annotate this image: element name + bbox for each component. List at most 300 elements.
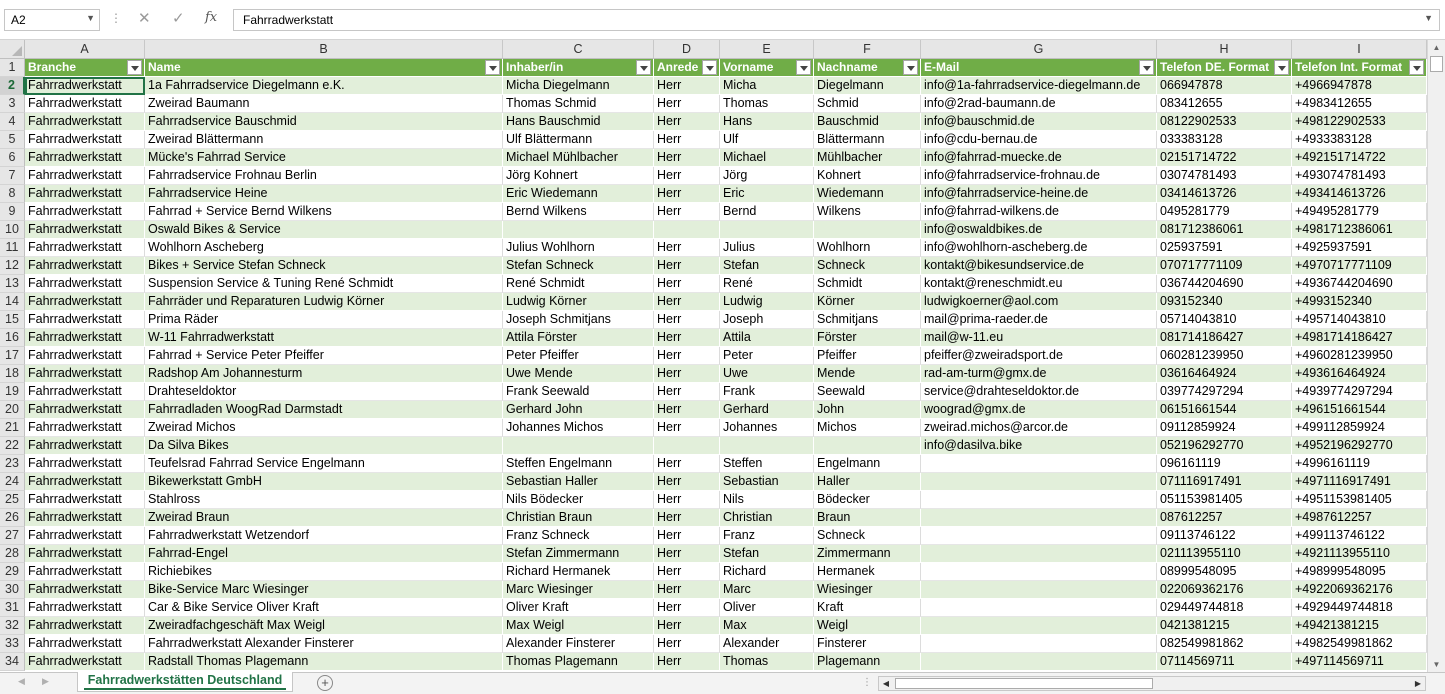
cell-inhaber[interactable]: Frank Seewald <box>503 383 654 401</box>
row-number[interactable]: 3 <box>0 95 25 113</box>
cell-name[interactable]: 1a Fahrradservice Diegelmann e.K. <box>145 77 503 95</box>
cell-telefon-de[interactable]: 039774297294 <box>1157 383 1292 401</box>
cell-email[interactable]: zweirad.michos@arcor.de <box>921 419 1157 437</box>
cell-nachname[interactable] <box>814 437 921 455</box>
scroll-up-icon[interactable]: ▲ <box>1432 43 1441 52</box>
cell-telefon-de[interactable]: 081714186427 <box>1157 329 1292 347</box>
name-box-dropdown-icon[interactable]: ▼ <box>86 13 95 23</box>
cell-vorname[interactable]: Franz <box>720 527 814 545</box>
row-number[interactable]: 19 <box>0 383 25 401</box>
cell-nachname[interactable]: Schmidt <box>814 275 921 293</box>
cell-email[interactable]: info@2rad-baumann.de <box>921 95 1157 113</box>
cell-anrede[interactable]: Herr <box>654 275 720 293</box>
filter-dropdown-icon[interactable] <box>1274 60 1289 75</box>
cell-branche[interactable]: Fahrradwerkstatt <box>25 221 145 239</box>
cell-branche[interactable]: Fahrradwerkstatt <box>25 257 145 275</box>
filter-dropdown-icon[interactable] <box>127 60 142 75</box>
filter-dropdown-icon[interactable] <box>1139 60 1154 75</box>
row-number[interactable]: 6 <box>0 149 25 167</box>
column-header-d[interactable]: D <box>654 40 720 59</box>
cell-vorname[interactable]: Gerhard <box>720 401 814 419</box>
cell-anrede[interactable] <box>654 437 720 455</box>
cell-branche[interactable]: Fahrradwerkstatt <box>25 527 145 545</box>
cell-name[interactable]: Zweirad Baumann <box>145 95 503 113</box>
cell-nachname[interactable]: Kraft <box>814 599 921 617</box>
header-cell-inhaber[interactable] <box>503 59 654 77</box>
cell-telefon-int[interactable]: +4933383128 <box>1292 131 1427 149</box>
cell-vorname[interactable]: Uwe <box>720 365 814 383</box>
cell-branche[interactable]: Fahrradwerkstatt <box>25 509 145 527</box>
cell-telefon-de[interactable]: 0495281779 <box>1157 203 1292 221</box>
cell-inhaber[interactable]: Marc Wiesinger <box>503 581 654 599</box>
cell-nachname[interactable] <box>814 221 921 239</box>
cell-telefon-int[interactable]: +495714043810 <box>1292 311 1427 329</box>
cell-inhaber[interactable]: Stefan Schneck <box>503 257 654 275</box>
filter-dropdown-icon[interactable] <box>485 60 500 75</box>
cell-nachname[interactable]: Michos <box>814 419 921 437</box>
cell-name[interactable]: Fahrradwerkstatt Alexander Finsterer <box>145 635 503 653</box>
cell-anrede[interactable]: Herr <box>654 383 720 401</box>
cell-inhaber[interactable]: Max Weigl <box>503 617 654 635</box>
header-cell-email[interactable] <box>921 59 1157 77</box>
cell-vorname[interactable]: Nils <box>720 491 814 509</box>
row-number[interactable]: 18 <box>0 365 25 383</box>
cell-name[interactable]: Zweiradfachgeschäft Max Weigl <box>145 617 503 635</box>
cell-telefon-int[interactable]: +4981714186427 <box>1292 329 1427 347</box>
cell-branche[interactable]: Fahrradwerkstatt <box>25 455 145 473</box>
cell-telefon-de[interactable]: 03616464924 <box>1157 365 1292 383</box>
check-icon[interactable]: ✓ <box>172 10 185 27</box>
cell-telefon-int[interactable]: +4936744204690 <box>1292 275 1427 293</box>
cell-email[interactable]: info@oswaldbikes.de <box>921 221 1157 239</box>
cell-name[interactable]: Fahrrad + Service Peter Pfeiffer <box>145 347 503 365</box>
cell-email[interactable]: mail@prima-raeder.de <box>921 311 1157 329</box>
cell-telefon-de[interactable]: 03414613726 <box>1157 185 1292 203</box>
cell-branche[interactable]: Fahrradwerkstatt <box>25 275 145 293</box>
cell-telefon-int[interactable]: +492151714722 <box>1292 149 1427 167</box>
header-cell-telefon-de[interactable] <box>1157 59 1292 77</box>
column-header-f[interactable]: F <box>814 40 921 59</box>
cell-branche[interactable]: Fahrradwerkstatt <box>25 239 145 257</box>
cell-telefon-de[interactable]: 082549981862 <box>1157 635 1292 653</box>
row-number[interactable]: 33 <box>0 635 25 653</box>
cell-branche[interactable]: Fahrradwerkstatt <box>25 473 145 491</box>
cell-email[interactable]: info@cdu-bernau.de <box>921 131 1157 149</box>
row-number[interactable]: 31 <box>0 599 25 617</box>
cell-nachname[interactable]: Schneck <box>814 257 921 275</box>
row-number[interactable]: 27 <box>0 527 25 545</box>
cell-email[interactable] <box>921 473 1157 491</box>
cell-telefon-int[interactable]: +4987612257 <box>1292 509 1427 527</box>
cell-anrede[interactable]: Herr <box>654 311 720 329</box>
cell-nachname[interactable]: Braun <box>814 509 921 527</box>
cell-vorname[interactable]: Joseph <box>720 311 814 329</box>
cell-vorname[interactable]: Eric <box>720 185 814 203</box>
cell-telefon-de[interactable]: 070717771109 <box>1157 257 1292 275</box>
cell-anrede[interactable]: Herr <box>654 239 720 257</box>
header-cell-telefon-int[interactable] <box>1292 59 1427 77</box>
column-header-i[interactable]: I <box>1292 40 1427 59</box>
cell-anrede[interactable]: Herr <box>654 563 720 581</box>
cell-telefon-de[interactable]: 06151661544 <box>1157 401 1292 419</box>
cell-vorname[interactable]: Alexander <box>720 635 814 653</box>
cell-vorname[interactable]: Michael <box>720 149 814 167</box>
header-cell-branche[interactable] <box>25 59 145 77</box>
cell-nachname[interactable]: Bauschmid <box>814 113 921 131</box>
cell-email[interactable]: woograd@gmx.de <box>921 401 1157 419</box>
cell-inhaber[interactable]: Thomas Plagemann <box>503 653 654 671</box>
cell-branche[interactable]: Fahrradwerkstatt <box>25 293 145 311</box>
cell-telefon-de[interactable]: 02151714722 <box>1157 149 1292 167</box>
cell-branche[interactable]: Fahrradwerkstatt <box>25 329 145 347</box>
cell-telefon-int[interactable]: +499112859924 <box>1292 419 1427 437</box>
plus-circle-icon[interactable]: + <box>317 675 333 691</box>
cell-vorname[interactable]: Steffen <box>720 455 814 473</box>
cell-email[interactable]: info@wohlhorn-ascheberg.de <box>921 239 1157 257</box>
insert-function-icon[interactable]: fx <box>205 10 218 25</box>
cell-email[interactable] <box>921 491 1157 509</box>
cell-nachname[interactable]: Finsterer <box>814 635 921 653</box>
cell-vorname[interactable]: Attila <box>720 329 814 347</box>
cell-telefon-int[interactable]: +4922069362176 <box>1292 581 1427 599</box>
cell-name[interactable]: Suspension Service & Tuning René Schmidt <box>145 275 503 293</box>
cell-branche[interactable]: Fahrradwerkstatt <box>25 95 145 113</box>
cell-telefon-int[interactable]: +493414613726 <box>1292 185 1427 203</box>
column-header-b[interactable]: B <box>145 40 503 59</box>
cell-telefon-int[interactable]: +4983412655 <box>1292 95 1427 113</box>
cell-nachname[interactable]: Wohlhorn <box>814 239 921 257</box>
cell-nachname[interactable]: Zimmermann <box>814 545 921 563</box>
cell-telefon-de[interactable]: 036744204690 <box>1157 275 1292 293</box>
cell-telefon-int[interactable]: +498999548095 <box>1292 563 1427 581</box>
cell-email[interactable]: info@fahrrad-muecke.de <box>921 149 1157 167</box>
cell-branche[interactable]: Fahrradwerkstatt <box>25 167 145 185</box>
cell-inhaber[interactable]: Joseph Schmitjans <box>503 311 654 329</box>
header-cell-name[interactable] <box>145 59 503 77</box>
cell-vorname[interactable]: Johannes <box>720 419 814 437</box>
header-cell-nachname[interactable] <box>814 59 921 77</box>
header-cell-anrede[interactable] <box>654 59 720 77</box>
cell-anrede[interactable]: Herr <box>654 473 720 491</box>
cell-inhaber[interactable]: Jörg Kohnert <box>503 167 654 185</box>
cell-name[interactable]: Drahteseldoktor <box>145 383 503 401</box>
cell-inhaber[interactable] <box>503 437 654 455</box>
filter-dropdown-icon[interactable] <box>1409 60 1424 75</box>
cell-inhaber[interactable]: Oliver Kraft <box>503 599 654 617</box>
cell-name[interactable]: Richiebikes <box>145 563 503 581</box>
cell-telefon-int[interactable]: +4921113955110 <box>1292 545 1427 563</box>
cell-inhaber[interactable]: Alexander Finsterer <box>503 635 654 653</box>
cell-anrede[interactable]: Herr <box>654 203 720 221</box>
row-number[interactable]: 9 <box>0 203 25 221</box>
cell-nachname[interactable]: Hermanek <box>814 563 921 581</box>
cell-branche[interactable]: Fahrradwerkstatt <box>25 131 145 149</box>
vertical-scroll-thumb[interactable] <box>1430 56 1443 72</box>
cell-anrede[interactable]: Herr <box>654 419 720 437</box>
cell-nachname[interactable]: Bödecker <box>814 491 921 509</box>
cell-inhaber[interactable]: Bernd Wilkens <box>503 203 654 221</box>
cell-branche[interactable]: Fahrradwerkstatt <box>25 653 145 671</box>
cell-inhaber[interactable] <box>503 221 654 239</box>
cell-inhaber[interactable]: Johannes Michos <box>503 419 654 437</box>
cell-telefon-de[interactable]: 060281239950 <box>1157 347 1292 365</box>
cell-telefon-de[interactable]: 087612257 <box>1157 509 1292 527</box>
cell-email[interactable]: info@fahrradservice-frohnau.de <box>921 167 1157 185</box>
cell-inhaber[interactable]: René Schmidt <box>503 275 654 293</box>
cell-anrede[interactable]: Herr <box>654 257 720 275</box>
cell-inhaber[interactable]: Gerhard John <box>503 401 654 419</box>
cell-email[interactable]: rad-am-turm@gmx.de <box>921 365 1157 383</box>
cell-telefon-de[interactable]: 093152340 <box>1157 293 1292 311</box>
cell-branche[interactable]: Fahrradwerkstatt <box>25 383 145 401</box>
cell-vorname[interactable]: Jörg <box>720 167 814 185</box>
column-header-a[interactable]: A <box>25 40 145 59</box>
cell-name[interactable]: Radstall Thomas Plagemann <box>145 653 503 671</box>
cell-inhaber[interactable]: Christian Braun <box>503 509 654 527</box>
cell-name[interactable]: Radshop Am Johannesturm <box>145 365 503 383</box>
cell-anrede[interactable]: Herr <box>654 167 720 185</box>
cell-inhaber[interactable]: Eric Wiedemann <box>503 185 654 203</box>
cell-anrede[interactable]: Herr <box>654 185 720 203</box>
cell-vorname[interactable]: Ulf <box>720 131 814 149</box>
cell-nachname[interactable]: Seewald <box>814 383 921 401</box>
cell-email[interactable]: kontakt@bikesundservice.de <box>921 257 1157 275</box>
cell-name[interactable]: Zweirad Blättermann <box>145 131 503 149</box>
cell-telefon-de[interactable]: 0421381215 <box>1157 617 1292 635</box>
cell-branche[interactable]: Fahrradwerkstatt <box>25 149 145 167</box>
cell-name[interactable]: Fahrradservice Bauschmid <box>145 113 503 131</box>
cell-telefon-de[interactable]: 081712386061 <box>1157 221 1292 239</box>
cell-anrede[interactable] <box>654 221 720 239</box>
cell-email[interactable]: service@drahteseldoktor.de <box>921 383 1157 401</box>
cell-telefon-de[interactable]: 052196292770 <box>1157 437 1292 455</box>
cell-telefon-de[interactable]: 029449744818 <box>1157 599 1292 617</box>
cell-telefon-int[interactable]: +499113746122 <box>1292 527 1427 545</box>
cell-branche[interactable]: Fahrradwerkstatt <box>25 545 145 563</box>
cell-branche[interactable]: Fahrradwerkstatt <box>25 599 145 617</box>
cell-telefon-int[interactable]: +4952196292770 <box>1292 437 1427 455</box>
column-header-g[interactable]: G <box>921 40 1157 59</box>
tab-split-grip-icon[interactable]: ⋮ <box>862 677 872 688</box>
cell-telefon-int[interactable]: +4929449744818 <box>1292 599 1427 617</box>
cell-vorname[interactable]: Sebastian <box>720 473 814 491</box>
row-number[interactable]: 17 <box>0 347 25 365</box>
cell-name[interactable]: Fahrrad-Engel <box>145 545 503 563</box>
cell-inhaber[interactable]: Stefan Zimmermann <box>503 545 654 563</box>
filter-dropdown-icon[interactable] <box>636 60 651 75</box>
cell-name[interactable]: Zweirad Braun <box>145 509 503 527</box>
cell-telefon-de[interactable]: 025937591 <box>1157 239 1292 257</box>
cell-email[interactable] <box>921 599 1157 617</box>
horizontal-scroll-thumb[interactable] <box>895 678 1153 689</box>
cell-telefon-de[interactable]: 083412655 <box>1157 95 1292 113</box>
cell-anrede[interactable]: Herr <box>654 635 720 653</box>
cell-email[interactable] <box>921 545 1157 563</box>
cell-name[interactable]: Fahrradwerkstatt Wetzendorf <box>145 527 503 545</box>
cell-vorname[interactable]: Max <box>720 617 814 635</box>
cell-anrede[interactable]: Herr <box>654 401 720 419</box>
column-header-e[interactable]: E <box>720 40 814 59</box>
cell-anrede[interactable]: Herr <box>654 545 720 563</box>
cell-telefon-de[interactable]: 03074781493 <box>1157 167 1292 185</box>
cancel-icon[interactable]: ✕ <box>138 10 151 27</box>
cell-email[interactable] <box>921 653 1157 671</box>
row-number[interactable]: 26 <box>0 509 25 527</box>
cell-name[interactable]: Oswald Bikes & Service <box>145 221 503 239</box>
row-number[interactable]: 5 <box>0 131 25 149</box>
cell-vorname[interactable]: Thomas <box>720 653 814 671</box>
cell-nachname[interactable]: Diegelmann <box>814 77 921 95</box>
cell-nachname[interactable]: Blättermann <box>814 131 921 149</box>
cell-inhaber[interactable]: Michael Mühlbacher <box>503 149 654 167</box>
cell-telefon-de[interactable]: 09112859924 <box>1157 419 1292 437</box>
cell-telefon-int[interactable]: +4939774297294 <box>1292 383 1427 401</box>
cell-telefon-int[interactable]: +4960281239950 <box>1292 347 1427 365</box>
scroll-down-icon[interactable]: ▼ <box>1432 660 1441 669</box>
cell-name[interactable]: Fahrräder und Reparaturen Ludwig Körner <box>145 293 503 311</box>
cell-nachname[interactable]: Schmid <box>814 95 921 113</box>
cell-telefon-int[interactable]: +498122902533 <box>1292 113 1427 131</box>
cell-nachname[interactable]: Haller <box>814 473 921 491</box>
cell-email[interactable] <box>921 617 1157 635</box>
cell-nachname[interactable]: John <box>814 401 921 419</box>
cell-nachname[interactable]: Schmitjans <box>814 311 921 329</box>
cell-anrede[interactable]: Herr <box>654 149 720 167</box>
cell-vorname[interactable]: Thomas <box>720 95 814 113</box>
cell-name[interactable]: Car & Bike Service Oliver Kraft <box>145 599 503 617</box>
cell-email[interactable]: mail@w-11.eu <box>921 329 1157 347</box>
cell-telefon-de[interactable]: 021113955110 <box>1157 545 1292 563</box>
cell-anrede[interactable]: Herr <box>654 77 720 95</box>
cell-name[interactable]: Bike-Service Marc Wiesinger <box>145 581 503 599</box>
header-cell-vorname[interactable] <box>720 59 814 77</box>
cell-branche[interactable]: Fahrradwerkstatt <box>25 311 145 329</box>
cell-inhaber[interactable]: Uwe Mende <box>503 365 654 383</box>
cell-telefon-int[interactable]: +4996161119 <box>1292 455 1427 473</box>
cell-telefon-int[interactable]: +49495281779 <box>1292 203 1427 221</box>
expand-formula-bar-icon[interactable]: ▼ <box>1424 13 1433 23</box>
cell-anrede[interactable]: Herr <box>654 491 720 509</box>
cell-nachname[interactable]: Förster <box>814 329 921 347</box>
row-number[interactable]: 14 <box>0 293 25 311</box>
cell-name[interactable]: Fahrradservice Heine <box>145 185 503 203</box>
cell-vorname[interactable]: Stefan <box>720 257 814 275</box>
cell-email[interactable]: info@1a-fahrradservice-diegelmann.de <box>921 77 1157 95</box>
cell-telefon-int[interactable]: +4925937591 <box>1292 239 1427 257</box>
row-number[interactable]: 25 <box>0 491 25 509</box>
row-number[interactable]: 23 <box>0 455 25 473</box>
scroll-right-icon[interactable]: ▶ <box>1414 679 1422 688</box>
cell-vorname[interactable]: Oliver <box>720 599 814 617</box>
cell-branche[interactable]: Fahrradwerkstatt <box>25 365 145 383</box>
worksheet-grid[interactable] <box>0 40 1427 672</box>
row-number[interactable]: 2 <box>0 77 25 95</box>
cell-name[interactable]: Prima Räder <box>145 311 503 329</box>
cell-inhaber[interactable]: Steffen Engelmann <box>503 455 654 473</box>
cell-inhaber[interactable]: Attila Förster <box>503 329 654 347</box>
cell-nachname[interactable]: Plagemann <box>814 653 921 671</box>
cell-nachname[interactable]: Wiedemann <box>814 185 921 203</box>
cell-nachname[interactable]: Kohnert <box>814 167 921 185</box>
cell-email[interactable] <box>921 563 1157 581</box>
row-number[interactable]: 8 <box>0 185 25 203</box>
cell-telefon-int[interactable]: +4982549981862 <box>1292 635 1427 653</box>
cell-email[interactable]: info@bauschmid.de <box>921 113 1157 131</box>
cell-name[interactable]: Zweirad Michos <box>145 419 503 437</box>
cell-telefon-int[interactable]: +4981712386061 <box>1292 221 1427 239</box>
cell-branche[interactable]: Fahrradwerkstatt <box>25 113 145 131</box>
cell-inhaber[interactable]: Micha Diegelmann <box>503 77 654 95</box>
cell-telefon-de[interactable]: 071116917491 <box>1157 473 1292 491</box>
cell-branche[interactable]: Fahrradwerkstatt <box>25 617 145 635</box>
cell-vorname[interactable]: Peter <box>720 347 814 365</box>
cell-inhaber[interactable]: Peter Pfeiffer <box>503 347 654 365</box>
cell-nachname[interactable]: Mende <box>814 365 921 383</box>
cell-inhaber[interactable]: Franz Schneck <box>503 527 654 545</box>
cell-email[interactable] <box>921 509 1157 527</box>
select-all-button[interactable] <box>0 40 25 59</box>
column-header-h[interactable]: H <box>1157 40 1292 59</box>
row-number[interactable]: 21 <box>0 419 25 437</box>
cell-telefon-de[interactable]: 08999548095 <box>1157 563 1292 581</box>
cell-email[interactable] <box>921 455 1157 473</box>
row-number[interactable]: 34 <box>0 653 25 671</box>
cell-email[interactable]: info@fahrradservice-heine.de <box>921 185 1157 203</box>
cell-vorname[interactable] <box>720 437 814 455</box>
cell-telefon-int[interactable]: +4951153981405 <box>1292 491 1427 509</box>
cell-telefon-int[interactable]: +496151661544 <box>1292 401 1427 419</box>
cell-email[interactable]: info@fahrrad-wilkens.de <box>921 203 1157 221</box>
cell-anrede[interactable]: Herr <box>654 293 720 311</box>
cell-inhaber[interactable]: Hans Bauschmid <box>503 113 654 131</box>
cell-anrede[interactable]: Herr <box>654 455 720 473</box>
cell-name[interactable]: Bikes + Service Stefan Schneck <box>145 257 503 275</box>
cell-vorname[interactable]: Micha <box>720 77 814 95</box>
cell-name[interactable]: Fahrradladen WoogRad Darmstadt <box>145 401 503 419</box>
cell-nachname[interactable]: Wilkens <box>814 203 921 221</box>
cell-nachname[interactable]: Schneck <box>814 527 921 545</box>
cell-name[interactable]: Bikewerkstatt GmbH <box>145 473 503 491</box>
cell-email[interactable] <box>921 635 1157 653</box>
cell-branche[interactable]: Fahrradwerkstatt <box>25 203 145 221</box>
name-box[interactable] <box>4 9 100 31</box>
cell-branche[interactable]: Fahrradwerkstatt <box>25 581 145 599</box>
cell-nachname[interactable]: Mühlbacher <box>814 149 921 167</box>
cell-nachname[interactable]: Engelmann <box>814 455 921 473</box>
cell-nachname[interactable]: Weigl <box>814 617 921 635</box>
cell-vorname[interactable]: Hans <box>720 113 814 131</box>
cell-name[interactable]: Fahrradservice Frohnau Berlin <box>145 167 503 185</box>
cell-anrede[interactable]: Herr <box>654 113 720 131</box>
horizontal-scrollbar[interactable] <box>878 676 1426 691</box>
cell-telefon-de[interactable]: 033383128 <box>1157 131 1292 149</box>
next-sheet-icon[interactable]: ▶ <box>42 676 49 686</box>
cell-telefon-int[interactable]: +4970717771109 <box>1292 257 1427 275</box>
cell-telefon-int[interactable]: +4971116917491 <box>1292 473 1427 491</box>
cell-nachname[interactable]: Pfeiffer <box>814 347 921 365</box>
cell-telefon-int[interactable]: +493616464924 <box>1292 365 1427 383</box>
row-number[interactable]: 15 <box>0 311 25 329</box>
cell-anrede[interactable]: Herr <box>654 347 720 365</box>
cell-telefon-de[interactable]: 051153981405 <box>1157 491 1292 509</box>
cell-email[interactable]: info@dasilva.bike <box>921 437 1157 455</box>
cell-branche[interactable]: Fahrradwerkstatt <box>25 419 145 437</box>
cell-anrede[interactable]: Herr <box>654 617 720 635</box>
cell-anrede[interactable]: Herr <box>654 527 720 545</box>
sheet-tab-active[interactable] <box>77 672 293 692</box>
cell-branche[interactable]: Fahrradwerkstatt <box>25 185 145 203</box>
row-number[interactable]: 16 <box>0 329 25 347</box>
